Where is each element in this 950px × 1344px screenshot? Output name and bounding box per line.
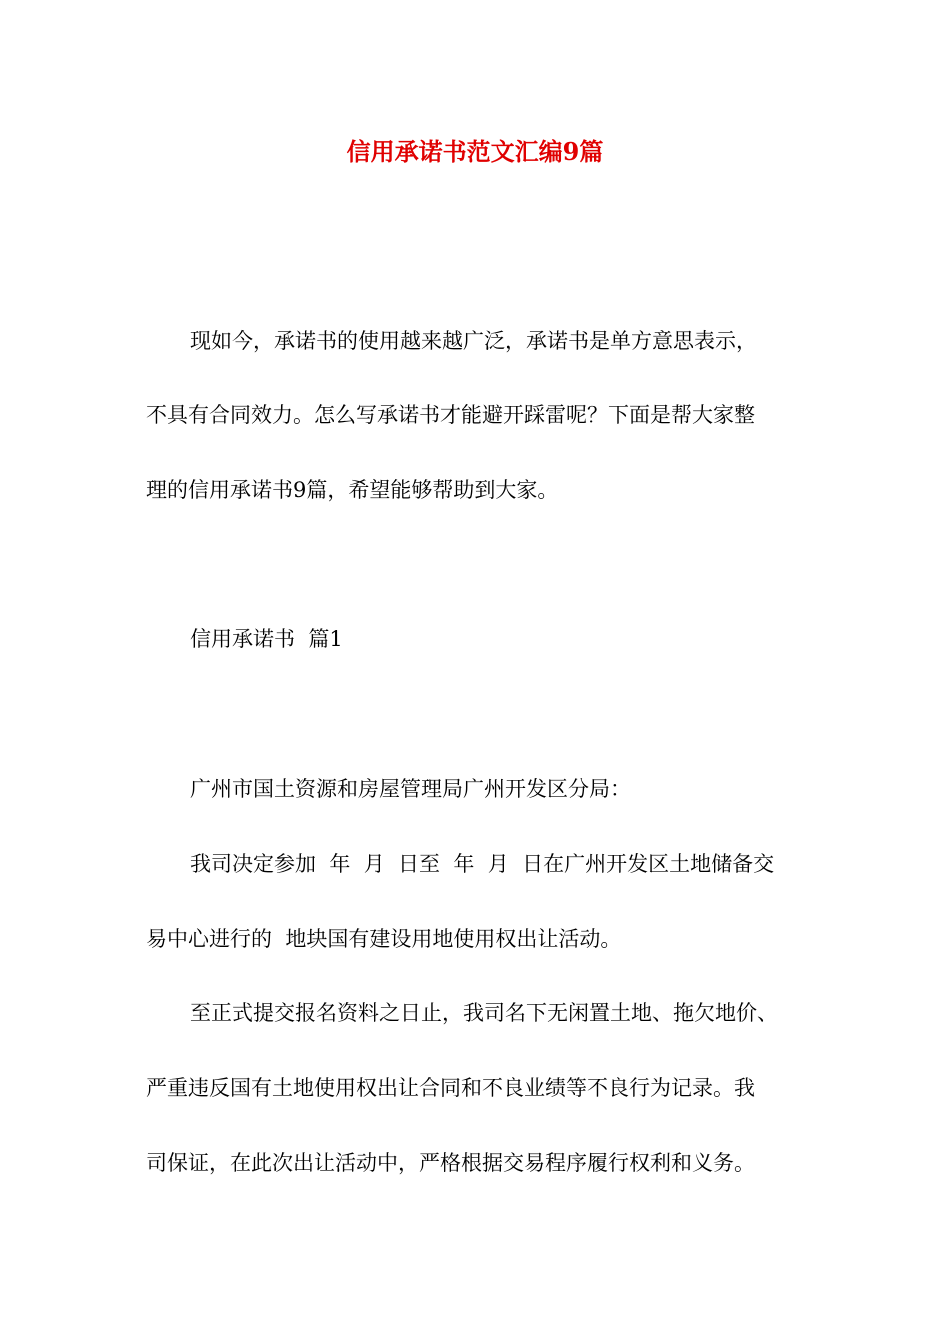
para2-line-3: 司保证，在此次出让活动中，严格根据交易程序履行权利和义务。 xyxy=(146,1151,755,1175)
para1-line-2: 易中心进行的 地块国有建设用地使用权出让活动。 xyxy=(146,927,622,951)
addressee-line: 广州市国土资源和房屋管理局广州开发区分局： xyxy=(190,777,631,801)
section-heading: 信用承诺书 篇1 xyxy=(190,627,343,651)
intro-line-3: 理的信用承诺书9篇，希望能够帮助到大家。 xyxy=(146,478,559,502)
document-title: 信用承诺书范文汇编9篇 xyxy=(346,137,604,166)
intro-line-1: 现如今，承诺书的使用越来越广泛，承诺书是单方意思表示， xyxy=(190,329,757,353)
intro-line-2: 不具有合同效力。怎么写承诺书才能避开踩雷呢？下面是帮大家整 xyxy=(146,403,755,427)
para2-line-2: 严重违反国有土地使用权出让合同和不良业绩等不良行为记录。我 xyxy=(146,1076,755,1100)
para2-line-1: 至正式提交报名资料之日止，我司名下无闲置土地、拖欠地价、 xyxy=(190,1001,778,1025)
para1-line-1: 我司决定参加 年 月 日至 年 月 日在广州开发区土地储备交 xyxy=(190,852,775,876)
